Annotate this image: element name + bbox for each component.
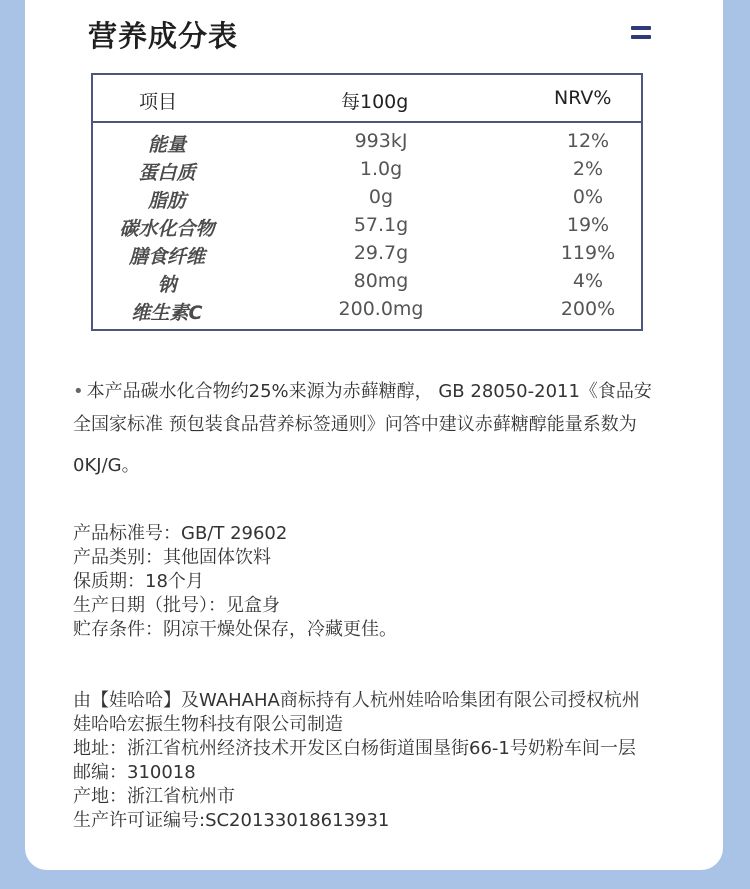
product-info [73,522,693,642]
table-row [93,183,641,211]
header-item: 项目 [139,91,178,113]
table-row [93,127,641,155]
nutrient-name: 膳食纤维 [128,246,205,268]
origin: 产地：浙江省杭州市 [73,786,235,807]
erythritol-note [73,375,683,482]
nutrient-name: 维生素C [131,302,203,324]
shelf-life: 保质期：18个月 [73,571,204,592]
nutrient-nrv: 119% [560,242,616,264]
nutrient-nrv: 0% [572,186,604,208]
nutrient-name: 蛋白质 [138,162,196,184]
page-title: 营养成分表 [88,19,239,53]
storage-conditions: 贮存条件：阴凉干燥处保存，冷藏更佳。 [73,619,397,640]
nutrient-name: 钠 [157,274,177,296]
nutrient-name: 脂肪 [147,190,186,212]
standard-number: 产品标准号：GB/T 29602 [73,523,288,544]
table-row [93,267,641,295]
postal-code: 邮编：310018 [73,762,196,783]
nutrient-amount: 993kJ [354,130,408,152]
product-category: 产品类别：其他固体饮料 [73,547,271,568]
table-row [93,239,641,267]
manufacturer-line: 娃哈哈宏振生物科技有限公司制造 [73,714,343,735]
nutrient-amount: 0g [368,186,394,208]
nutrient-nrv: 2% [572,158,604,180]
nutrient-nrv: 200% [560,298,616,320]
table-header [93,75,641,123]
note-line: 本产品碳水化合物约25%来源为赤藓糖醇， GB 28050-2011《食品安 [86,381,652,402]
menu-icon[interactable] [631,26,651,40]
license-number: 生产许可证编号:SC20133018613931 [73,810,390,831]
nutrient-amount: 1.0g [359,158,403,180]
address: 地址：浙江省杭州经济技术开发区白杨街道围垦街66-1号奶粉车间一层 [73,738,636,759]
nutrient-nrv: 19% [566,214,610,236]
nutrient-name: 能量 [147,134,186,156]
nutrient-amount: 29.7g [353,242,409,264]
header-per-100g: 每100g [341,91,409,113]
nutrient-nrv: 4% [572,270,604,292]
table-row [93,155,641,183]
bullet-icon: • [73,381,84,402]
nutrient-nrv: 12% [566,130,610,152]
header-nrv: NRV% [554,87,612,109]
nutrient-amount: 200.0mg [338,298,424,320]
nutrient-amount: 80mg [353,270,409,292]
table-row [93,295,641,323]
production-date: 生产日期（批号）：见盒身 [73,595,280,616]
nutrient-amount: 57.1g [353,214,409,236]
table-row [93,211,641,239]
nutrition-table [91,73,643,331]
manufacturer-line: 由【娃哈哈】及WAHAHA商标持有人杭州娃哈哈集团有限公司授权杭州 [73,690,640,711]
note-line: 0KJ/G。 [73,455,140,476]
note-line: 全国家标准 预包装食品营养标签通则》问答中建议赤藓糖醇能量系数为 [73,414,637,435]
manufacturer-info [73,689,693,833]
nutrient-name: 碳水化合物 [119,218,215,240]
